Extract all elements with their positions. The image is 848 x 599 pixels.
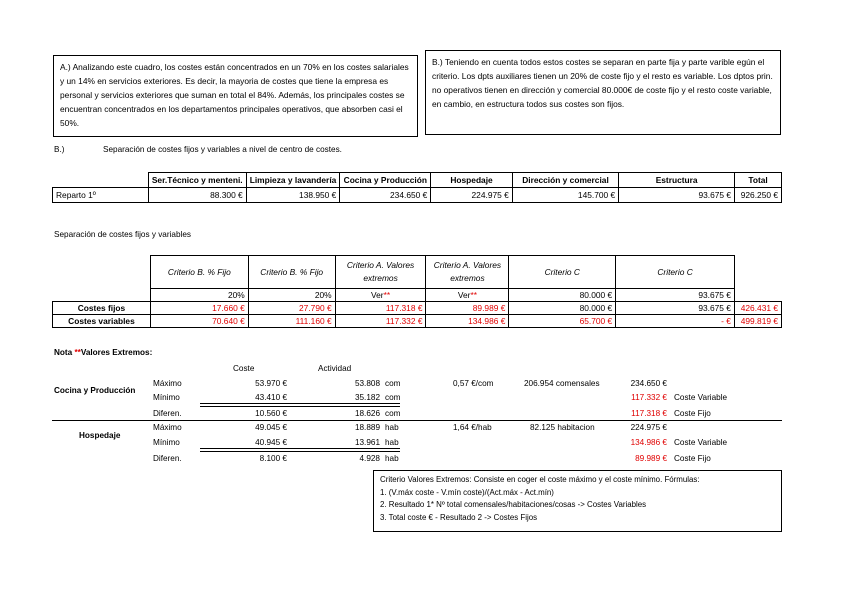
separacion-title: Separación de costes fijos y variables xyxy=(54,230,191,239)
table-cell: 93.675 € xyxy=(616,302,735,315)
criterio-line: 1. (V.máx coste - V.mín coste)/(Act.máx - Act.mín) xyxy=(380,487,554,497)
table-cell: 88.300 € xyxy=(148,188,246,203)
row-label: Diferen. xyxy=(153,409,182,418)
criterio-header: Criterio C xyxy=(509,256,616,289)
coste-value: 49.045 € xyxy=(255,423,287,432)
row-label: Máximo xyxy=(153,423,182,432)
table-cell: 117.332 € xyxy=(335,315,426,328)
unit: com xyxy=(385,379,401,388)
param-cell: 20% xyxy=(150,289,248,302)
act-value: 18.626 xyxy=(354,409,380,418)
criterio-header: Criterio B. % Fijo xyxy=(248,256,335,289)
double-rule xyxy=(200,448,400,452)
coste-value: 40.945 € xyxy=(255,438,287,447)
table-cell: 117.318 € xyxy=(335,302,426,315)
unit: com xyxy=(385,393,401,402)
total-cell: 426.431 € xyxy=(734,302,781,315)
criterio-header: Criterio A. Valores extremos xyxy=(426,256,509,289)
separacion-table xyxy=(52,255,782,328)
criterio-line: 3. Total coste € - Resultado 2 -> Costes Fijos xyxy=(380,512,538,522)
table-cell: 17.660 € xyxy=(150,302,248,315)
table-cell: 89.989 € xyxy=(426,302,509,315)
criterio-header: Criterio C xyxy=(616,256,735,289)
table-cell: 80.000 € xyxy=(509,302,616,315)
variable-value: 117.332 € xyxy=(631,393,667,402)
row-label: Diferen. xyxy=(153,454,182,463)
variable-value: 134.986 € xyxy=(630,438,667,447)
col-actividad: Actividad xyxy=(318,364,352,373)
table-cell: 93.675 € xyxy=(619,188,735,203)
criterio-line: 2. Resultado 1* Nº total comensales/habitaciones/cosas -> Costes Variables xyxy=(380,500,647,509)
coste-fijo-label: Coste Fijo xyxy=(674,454,711,463)
criterio-header: Criterio B. % Fijo xyxy=(150,256,248,289)
table-cell: 65.700 € xyxy=(509,315,616,328)
row-label: Costes variables xyxy=(53,315,151,328)
param-cell: Ver** xyxy=(335,289,426,302)
total-cell: 499.819 € xyxy=(734,315,781,328)
coste-value: 53.970 € xyxy=(255,379,287,388)
col-header: Limpieza y lavandería xyxy=(246,173,340,188)
act-value: 35.182 xyxy=(354,393,380,402)
unit: hab xyxy=(385,438,399,447)
fijo-value: 117.318 € xyxy=(631,409,667,418)
double-rule xyxy=(200,403,400,407)
row-label: Costes fijos xyxy=(53,302,151,315)
unit: hab xyxy=(385,423,399,432)
criterio-header: Criterio A. Valores extremos xyxy=(335,256,426,289)
table-cell: - € xyxy=(616,315,735,328)
table-cell: 138.950 € xyxy=(246,188,340,203)
criterio-line: Criterio Valores Extremos: Consiste en coger el coste máximo y el coste mínimo. Fórmulas: xyxy=(380,475,700,484)
rate: 0,57 €/com xyxy=(453,379,494,388)
hospedaje-label: Hospedaje xyxy=(79,431,121,440)
row-label: Mínimo xyxy=(153,393,180,402)
criterio-box xyxy=(373,470,782,532)
fijo-value: 89.989 € xyxy=(635,454,667,463)
table-cell: 111.160 € xyxy=(248,315,335,328)
table-cell: 27.790 € xyxy=(248,302,335,315)
coste-value: 8.100 € xyxy=(259,454,287,463)
table-cell: 70.640 € xyxy=(150,315,248,328)
param-cell: 93.675 € xyxy=(616,289,735,302)
unit: hab xyxy=(385,454,399,463)
total-activity: 206.954 comensales xyxy=(524,379,600,388)
unit: com xyxy=(385,409,401,418)
coste-fijo-label: Coste Fijo xyxy=(674,409,711,418)
coste-value: 43.410 € xyxy=(255,393,287,402)
row-label: Máximo xyxy=(153,379,182,388)
rate: 1,64 €/hab xyxy=(453,423,492,432)
section-b-title: Separación de costes fijos y variables a nivel de centro de costes. xyxy=(103,145,342,154)
table-cell: 145.700 € xyxy=(512,188,618,203)
coste-variable-label: Coste Variable xyxy=(674,393,728,402)
col-header: Hospedaje xyxy=(431,173,513,188)
reparto-table xyxy=(52,172,782,203)
cocina-label: Cocina y Producción xyxy=(54,386,136,395)
box-b: B.) Teniendo en cuenta todos estos costes se separan en parte fija y parte varible egún el criterio. Los dpts auxiliares tienen un 20% de coste fijo y el resto es variable. Los dptos prin. no operativos tienen en dirección y comercial 80.000€ de coste fijo y el resto coste variable, en cambio, en estructura todos sus costes son fijos. xyxy=(425,50,781,135)
box-a: A.) Analizando este cuadro, los costes están concentrados en un 70% en los costes salariales y un 14% en servicios exteriores. Es decir, la mayoria de costes que tiene la empresa es personal y servicios exteriores que suman en total el 84%. Además, los principales costes se encuentran concentrados en los departamentos principales operativos, que absorben casi el 50%. xyxy=(53,55,418,137)
section-b-label: B.) xyxy=(54,145,65,154)
total-activity: 82.125 habitacion xyxy=(530,423,595,432)
table-cell: 224.975 € xyxy=(431,188,513,203)
separator-line xyxy=(52,420,782,421)
col-header: Dirección y comercial xyxy=(512,173,618,188)
param-cell: 80.000 € xyxy=(509,289,616,302)
row-label: Reparto 1º xyxy=(53,188,149,203)
coste-variable-label: Coste Variable xyxy=(674,438,728,447)
total-cost: 224.975 € xyxy=(630,423,667,432)
act-value: 13.961 xyxy=(354,438,380,447)
col-header: Total xyxy=(735,173,782,188)
row-label: Mínimo xyxy=(153,438,180,447)
total-cost: 234.650 € xyxy=(630,379,667,388)
param-cell: Ver** xyxy=(426,289,509,302)
coste-value: 10.560 € xyxy=(255,409,287,418)
act-value: 53.808 xyxy=(354,379,380,388)
stars-mark: ** xyxy=(383,290,391,300)
col-header: Cocina y Producción xyxy=(340,173,431,188)
table-cell: 134.986 € xyxy=(426,315,509,328)
stars-mark: ** xyxy=(470,290,477,300)
act-value: 4.928 xyxy=(359,454,380,463)
table-cell: 926.250 € xyxy=(735,188,782,203)
param-cell: 20% xyxy=(248,289,335,302)
col-header: Estructura xyxy=(619,173,735,188)
col-coste: Coste xyxy=(233,364,255,373)
act-value: 18.889 xyxy=(354,423,380,432)
col-header: Ser.Técnico y menteni. xyxy=(148,173,246,188)
nota-title: Nota **Valores Extremos: xyxy=(54,348,153,357)
table-cell: 234.650 € xyxy=(340,188,431,203)
